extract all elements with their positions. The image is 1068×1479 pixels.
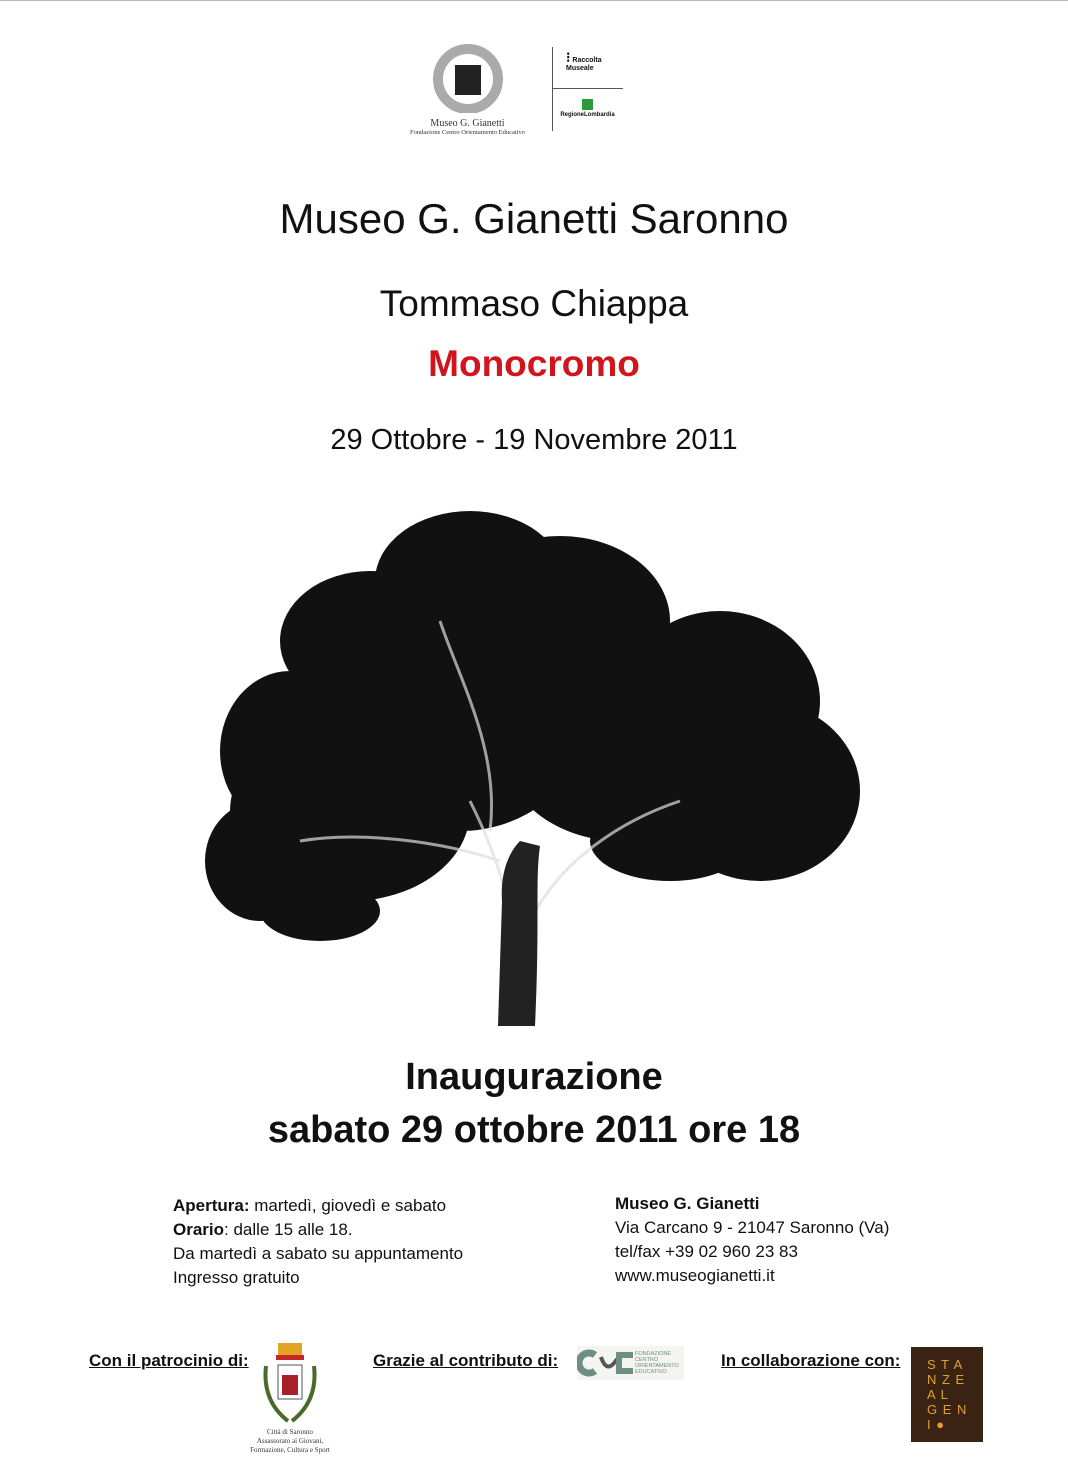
museum-website[interactable]: www.museogianetti.it <box>615 1266 775 1285</box>
contact-info <box>615 1192 889 1288</box>
coe-text <box>635 1351 679 1375</box>
caption-line: Formazione, Cultura e Sport <box>250 1446 330 1454</box>
artist-name: Tommaso Chiappa <box>379 283 689 324</box>
stanze-line: S T A <box>927 1357 964 1372</box>
stanze-line: N Z E <box>927 1372 966 1387</box>
raccolta-label: Raccolta Museale <box>566 57 602 72</box>
stanze-al-genio-logo <box>911 1347 983 1442</box>
inauguration <box>0 1051 1068 1157</box>
tree-artwork <box>200 501 880 1041</box>
regione-lombardia-logo <box>560 99 615 118</box>
coe-line: ORIENTAMENTO <box>635 1363 679 1369</box>
appointment-info: Da martedì a sabato su appuntamento <box>173 1244 464 1263</box>
museum-address: Via Carcano 9 - 21047 Saronno (Va) <box>615 1218 890 1237</box>
museo-logo <box>395 41 540 136</box>
stanze-line: G E N <box>927 1402 968 1417</box>
exhibition-dates: 29 Ottobre - 19 Novembre 2011 <box>330 424 738 456</box>
caption-line: Assassorato ai Giovani, <box>256 1437 324 1445</box>
museum-phone: tel/fax +39 02 960 23 83 <box>615 1242 798 1261</box>
logo-divider <box>552 47 553 131</box>
admission-info: Ingresso gratuito <box>173 1268 300 1287</box>
inauguration-label: Inaugurazione <box>405 1056 663 1098</box>
patrocinio-label: Con il patrocinio di: <box>89 1351 249 1370</box>
orario-value: : dalle 15 alle 18. <box>224 1220 353 1239</box>
exhibition-title: Monocromo <box>428 343 640 384</box>
museo-logo-name: Museo G. Gianetti <box>430 118 505 129</box>
coat-of-arms-icon <box>258 1341 322 1426</box>
raccolta-museale-logo: ⁝ Raccolta Museale <box>566 49 602 72</box>
opening-info <box>173 1194 463 1290</box>
museum-name: Museo G. Gianetti <box>615 1194 760 1213</box>
saronno-caption <box>240 1428 340 1455</box>
coe-line: FONDAZIONE <box>635 1351 672 1357</box>
collaborazione-label: In collaborazione con: <box>721 1351 901 1370</box>
coe-logo <box>577 1346 684 1380</box>
coe-emblem-icon <box>577 1349 635 1377</box>
regione-icon <box>582 99 593 110</box>
inauguration-date: sabato 29 ottobre 2011 ore 18 <box>267 1109 801 1151</box>
caption-line: Città di Saronno <box>267 1428 313 1436</box>
apertura-value: martedì, giovedì e sabato <box>249 1196 447 1215</box>
page-title: Museo G. Gianetti Saronno <box>279 195 789 242</box>
coe-line: EDUCATIVO <box>635 1369 667 1375</box>
museo-g-emblem-icon <box>433 41 503 113</box>
logo-divider-h <box>553 88 623 89</box>
contributo-label: Grazie al contributo di: <box>373 1351 559 1370</box>
saronno-coat-of-arms <box>258 1341 322 1426</box>
regione-label: RegioneLombardia <box>560 112 615 118</box>
museo-logo-subtitle: Fondazione Centro Orientamento Educativo <box>410 129 525 136</box>
apertura-label: Apertura: <box>173 1196 250 1215</box>
coe-line: CENTRO <box>635 1357 659 1363</box>
stanze-line: A L <box>927 1387 949 1402</box>
orario-label: Orario <box>173 1220 225 1239</box>
stanze-line: I ● <box>927 1417 946 1432</box>
